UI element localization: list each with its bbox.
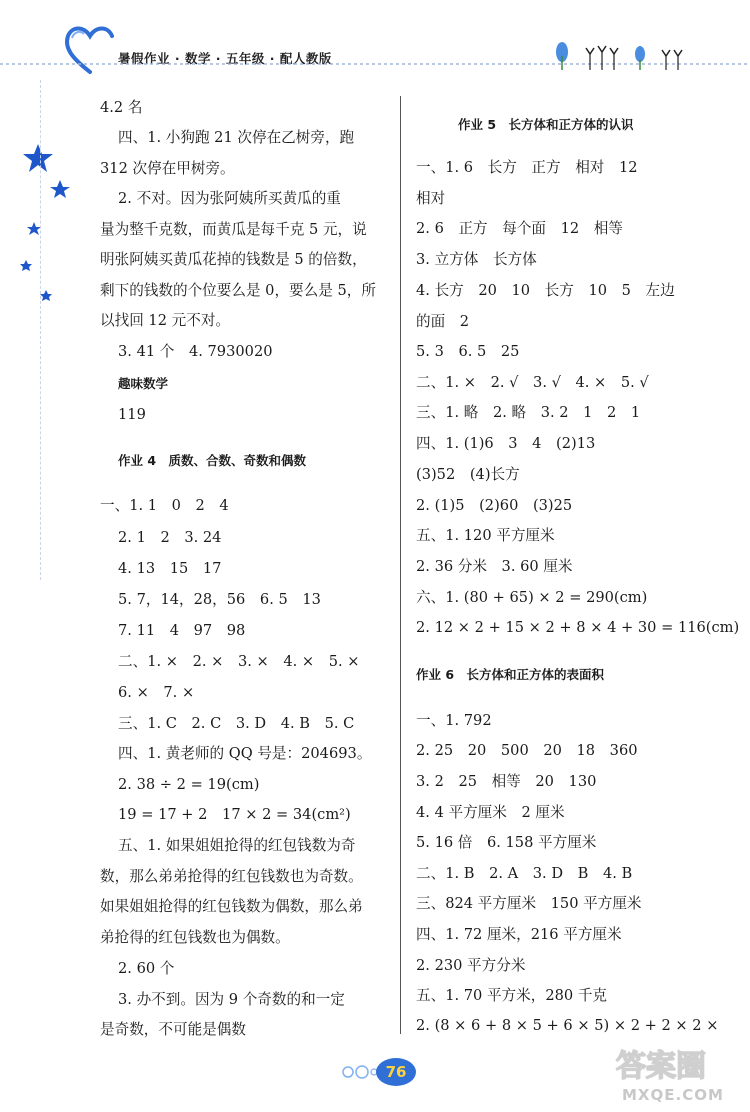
answer-line: 2. 230 平方分米	[416, 957, 526, 974]
answer-line: 量为整千克数，而黄瓜是每千克 5 元，说	[100, 221, 367, 238]
answer-line: 2. 60 个	[118, 960, 175, 977]
section-title: 趣味数学	[118, 376, 169, 391]
answer-line: 312 次停在甲树旁。	[100, 160, 235, 177]
answer-line: 19 = 17 + 2 17 × 2 = 34(cm²)	[118, 806, 351, 823]
answer-line: 2. 12 × 2 + 15 × 2 + 8 × 4 + 30 = 116(cm)	[416, 619, 740, 636]
margin-dashed-line	[40, 80, 43, 580]
answer-line: 2. 1 2 3. 24	[118, 529, 222, 546]
answer-line: 明张阿姨买黄瓜花掉的钱数是 5 的倍数，	[100, 251, 367, 268]
answer-line: 3. 办不到。因为 9 个奇数的和一定	[118, 991, 345, 1008]
answer-line: 二、1. × 2. √ 3. √ 4. × 5. √	[416, 374, 649, 391]
answer-line: 三、824 平方厘米 150 平方厘米	[416, 895, 642, 912]
answer-line: 119	[118, 406, 146, 423]
answer-line: 弟抢得的红包钱数也为偶数。	[100, 929, 290, 946]
section-title: 作业 6 长方体和正方体的表面积	[416, 667, 605, 682]
section-title: 作业 4 质数、合数、奇数和偶数	[118, 453, 307, 468]
answer-line: 二、1. × 2. × 3. × 4. × 5. ×	[118, 653, 360, 670]
page-number: 76	[376, 1058, 416, 1086]
answer-line: 二、1. B 2. A 3. D B 4. B	[416, 865, 633, 882]
answer-line: 是奇数，不可能是偶数	[100, 1021, 246, 1038]
answer-line: 4.2 名	[100, 99, 143, 116]
answer-line: 五、1. 120 平方厘米	[416, 527, 555, 544]
answer-line: 剩下的钱数的个位要么是 0，要么是 5，所	[100, 282, 376, 299]
answer-line: 5. 7，14，28，56 6. 5 13	[118, 591, 321, 608]
answer-line: 4. 13 15 17	[118, 560, 222, 577]
answer-line: 四、1. 72 厘米，216 平方厘米	[416, 926, 622, 943]
answer-line: 一、1. 6 长方 正方 相对 12	[416, 159, 638, 176]
answer-line: 3. 41 个 4. 7930020	[118, 343, 273, 360]
answer-line: 三、1. 略 2. 略 3. 2 1 2 1	[416, 404, 641, 421]
answer-line: 如果姐姐抢得的红包钱数为偶数，那么弟	[100, 898, 363, 915]
answer-line: 2. 36 分米 3. 60 厘米	[416, 558, 573, 575]
answer-line: 2. 38 ÷ 2 = 19(cm)	[118, 776, 260, 793]
stars-icon	[16, 140, 76, 310]
answer-line: 三、1. C 2. C 3. D 4. B 5. C	[118, 715, 355, 732]
answer-line: 2. (1)5 (2)60 (3)25	[416, 497, 573, 514]
answer-line: 的面 2	[416, 313, 470, 330]
answer-line: 2. 6 正方 每个面 12 相等	[416, 220, 623, 237]
answer-line: 相对	[416, 190, 446, 207]
answer-line: 一、1. 1 0 2 4	[100, 497, 229, 514]
answer-line: 3. 立方体 长方体	[416, 251, 537, 268]
section-title: 作业 5 长方体和正方体的认识	[458, 117, 634, 132]
answer-line: 一、1. 792	[416, 712, 492, 729]
answer-line: 5. 3 6. 5 25	[416, 343, 520, 360]
answer-line: 数，那么弟弟抢得的红包钱数也为奇数。	[100, 868, 363, 885]
answer-line: 六、1. (80 + 65) × 2 = 290(cm)	[416, 589, 648, 606]
answer-line: 2. 不对。因为张阿姨所买黄瓜的重	[118, 190, 341, 207]
plants-icon	[548, 38, 698, 72]
answer-line: 四、1. (1)6 3 4 (2)13	[416, 435, 596, 452]
answer-line: 五、1. 70 平方米，280 千克	[416, 987, 608, 1004]
heart-icon	[62, 22, 118, 76]
answer-line: (3)52 (4)长方	[416, 466, 520, 483]
answer-line: 2. (8 × 6 + 8 × 5 + 6 × 5) × 2 + 2 × 2 ×	[416, 1017, 719, 1034]
watermark-text: MXQE.COM	[622, 1086, 724, 1104]
column-divider	[400, 96, 401, 1034]
page-header	[0, 0, 750, 80]
answer-line: 7. 11 4 97 98	[118, 622, 246, 639]
answer-line: 2. 25 20 500 20 18 360	[416, 742, 638, 759]
answer-line: 以找回 12 元不对。	[100, 312, 231, 329]
svg-text:答案圈: 答案圈	[616, 1049, 706, 1084]
answer-line: 四、1. 小狗跑 21 次停在乙树旁，跑	[118, 129, 355, 146]
answer-line: 四、1. 黄老师的 QQ 号是：204693。	[118, 745, 372, 762]
answer-line: 5. 16 倍 6. 158 平方厘米	[416, 834, 597, 851]
header-title: 暑假作业 · 数学 · 五年级 · 配人教版	[118, 51, 332, 66]
bubbles-icon	[340, 1064, 378, 1080]
answer-line: 4. 长方 20 10 长方 10 5 左边	[416, 282, 675, 299]
answer-line: 6. × 7. ×	[118, 684, 195, 701]
answer-line: 3. 2 25 相等 20 130	[416, 773, 597, 790]
answer-line: 4. 4 平方厘米 2 厘米	[416, 804, 565, 821]
answer-line: 五、1. 如果姐姐抢得的红包钱数为奇	[118, 837, 356, 854]
